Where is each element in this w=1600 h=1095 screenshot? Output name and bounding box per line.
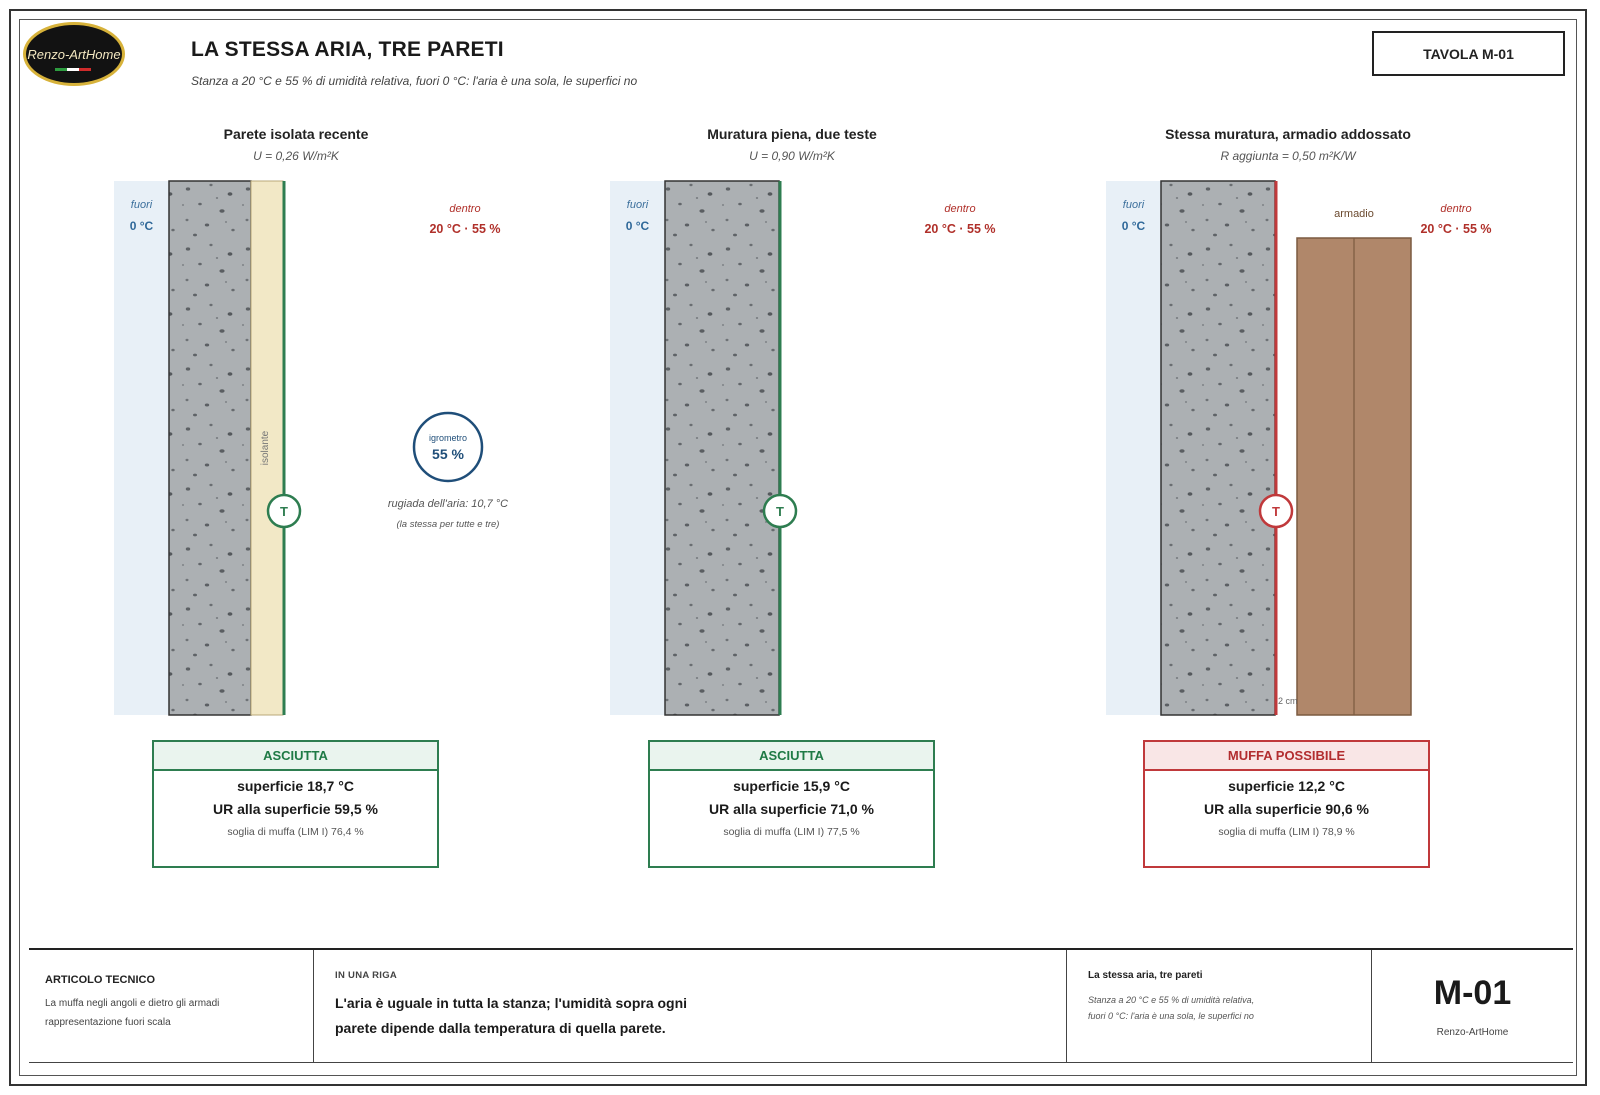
article-line: rappresentazione fuori scala [45,1017,171,1028]
hygrometer-label: igrometro [428,433,468,443]
sheet-tag: TAVOLA M-01 [1372,31,1565,76]
summary-cell [314,950,1067,1062]
masonry-wall [1161,181,1275,715]
sensor-symbol: T [776,504,784,519]
outside-temp: 0 °C [129,219,154,233]
masonry-wall [665,181,779,715]
result-box [648,740,935,868]
outside-zone [610,181,665,715]
outside-label: fuori [130,199,153,211]
page-subtitle: Stanza a 20 °C e 55 % di umidità relativa, fuori 0 °C: l'aria è una sola, le superfici no [191,74,638,88]
dew-point-subnote: (la stessa per tutte e tre) [396,519,500,530]
mould-threshold: soglia di muffa (LIM I) 76,4 % [227,826,364,838]
sensor-symbol: T [1272,504,1280,519]
hygrometer-value: 55 % [432,446,464,462]
status-badge: ASCIUTTA [154,742,437,771]
sensor-symbol: T [280,504,288,519]
document-cell [1067,950,1372,1062]
surface-humidity: UR alla superficie 71,0 % [709,801,874,817]
panel-subtitle: U = 0,26 W/m²K [253,149,339,163]
outside-zone [1106,181,1161,715]
logo-text: Renzo-ArtHome [27,47,121,62]
insulation-label: isolante [260,430,271,466]
status-badge: MUFFA POSSIBILE [1145,742,1428,771]
surface-humidity: UR alla superficie 59,5 % [213,801,378,817]
panel-title: Muratura piena, due teste [707,126,877,142]
masonry-wall [169,181,251,715]
article-heading: ARTICOLO TECNICO [45,974,155,986]
outside-label: fuori [1122,199,1145,211]
outside-label: fuori [626,199,649,211]
panel-title: Stessa muratura, armadio addossato [1165,126,1411,142]
inside-label: dentro [449,203,481,215]
inside-conditions: 20 °C · 55 % [429,222,501,236]
panel-title: Parete isolata recente [223,126,369,142]
result-box [1143,740,1430,868]
surface-temperature: superficie 15,9 °C [733,778,850,794]
summary-text: L'aria è uguale in tutta la stanza; l'umidità sopra ogni parete dipende dalla temperatura di quella parete. [335,995,688,1036]
inside-conditions: 20 °C · 55 % [1420,222,1492,236]
dew-point-note: rugiada dell'aria: 10,7 °C [387,498,509,510]
sheet-code: M-01 [1433,974,1512,1012]
document-title: La stessa aria, tre pareti [1088,970,1203,981]
wardrobe-label: armadio [1334,208,1374,220]
inside-label: dentro [944,203,976,215]
outside-zone [114,181,169,715]
author: Renzo-ArtHome [1436,1027,1509,1038]
inside-label: dentro [1440,203,1472,215]
mould-threshold: soglia di muffa (LIM I) 77,5 % [723,826,860,838]
code-cell [1372,950,1573,1062]
article-line: La muffa negli angoli e dietro gli armadi [45,998,220,1009]
summary-heading: IN UNA RIGA [335,970,398,981]
article-cell [29,950,314,1062]
surface-humidity: UR alla superficie 90,6 % [1204,801,1369,817]
panel-subtitle: R aggiunta = 0,50 m²K/W [1220,149,1356,163]
page-title: LA STESSA ARIA, TRE PARETI [191,38,504,61]
title-block [29,948,1573,1063]
surface-temperature: superficie 18,7 °C [237,778,354,794]
status-badge: ASCIUTTA [650,742,933,771]
surface-temperature: superficie 12,2 °C [1228,778,1345,794]
inside-conditions: 20 °C · 55 % [924,222,996,236]
gap-label: 2 cm [1278,696,1298,706]
outside-temp: 0 °C [625,219,650,233]
panel-subtitle: U = 0,90 W/m²K [749,149,835,163]
result-box [152,740,439,868]
mould-threshold: soglia di muffa (LIM I) 78,9 % [1218,826,1355,838]
document-subtitle: Stanza a 20 °C e 55 % di umidità relativa, fuori 0 °C: l'aria è una sola, le superfici no [1088,995,1255,1021]
outside-temp: 0 °C [1121,219,1146,233]
